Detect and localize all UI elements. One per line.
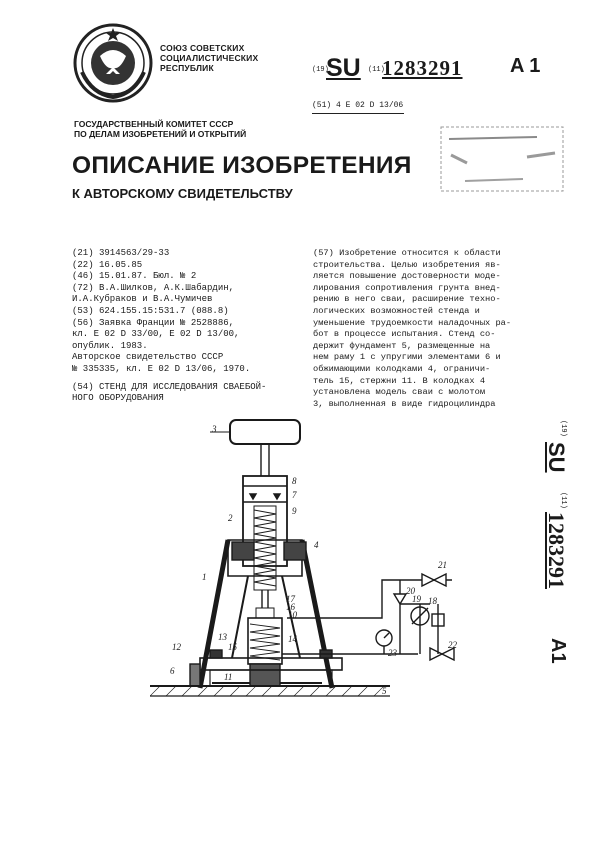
bibliographic-data (72, 248, 297, 405)
library-stamp (437, 123, 567, 195)
label-23: 23 (388, 648, 397, 658)
label-6: 6 (170, 666, 175, 676)
side-patent-number: 1283291 (544, 512, 569, 589)
label-2: 2 (228, 513, 233, 523)
divider (312, 113, 404, 114)
biblio-line: (72) В.А.Шилков, А.К.Шабардин, (72, 282, 235, 293)
issuing-country (160, 43, 258, 73)
biblio-line: Авторское свидетельство СССР (72, 352, 224, 363)
abstract-line: ляется повышение достоверности моде- (313, 271, 501, 282)
abstract-line: установлена модель сваи с молотом (313, 387, 486, 398)
side-country-code: SU (544, 442, 569, 473)
abstract-line: держит фундамент 5, размещенные на (313, 340, 491, 351)
label-12: 12 (172, 642, 181, 652)
committee-line: ПО ДЕЛАМ ИЗОБРЕТЕНИЙ И ОТКРЫТИЙ (74, 129, 247, 139)
label-17: 17 (286, 594, 295, 604)
abstract-line: логических возможностей стенда и (313, 305, 480, 316)
abstract-line: 3, выполненная в виде гидроцилиндра (313, 398, 496, 409)
label-14: 14 (288, 634, 297, 644)
label-4: 4 (314, 540, 319, 550)
abstract-line: нем раму 1 с упругими элементами 6 и (313, 352, 501, 363)
abstract-line: строительства. Целью изобретения яв- (313, 259, 501, 270)
invention-title-line: НОГО ОБОРУДОВАНИЯ (72, 393, 164, 404)
label-22: 22 (448, 640, 457, 650)
inid-code-19: (19) (312, 66, 329, 74)
ipc-classification: (51) 4 E 02 D 13/06 (312, 101, 404, 110)
side-inid-11: (11) (559, 492, 567, 509)
abstract (313, 248, 535, 410)
org-line: СОЦИАЛИСТИЧЕСКИХ (160, 53, 259, 63)
invention-title-line: (54) СТЕНД ДЛЯ ИССЛЕДОВАНИЯ СВАЕБОЙ- (72, 381, 267, 392)
label-5: 5 (382, 686, 387, 696)
label-16: 16 (286, 602, 295, 612)
abstract-line: тель 15, стержни 11. В колодках 4 (313, 375, 486, 386)
abstract-line: бот в процессе испытания. Стенд со- (313, 329, 496, 340)
label-21: 21 (438, 560, 447, 570)
document-title: ОПИСАНИЕ ИЗОБРЕТЕНИЯ (72, 152, 412, 179)
abstract-line: (57) Изобретение относится к области (313, 248, 501, 258)
side-inid-19: (19) (559, 420, 567, 437)
label-7: 7 (292, 490, 297, 500)
inid-code-11: (11) (368, 66, 385, 74)
org-line: РЕСПУБЛИК (160, 63, 214, 73)
biblio-line: И.А.Кубраков и В.А.Чумичев (72, 294, 213, 305)
abstract-line: обжимающими колодками 4, ограничи- (313, 363, 491, 374)
document-subtitle: К АВТОРСКОМУ СВИДЕТЕЛЬСТВУ (72, 186, 293, 201)
biblio-line: (56) Заявка Франции № 2528886, (72, 317, 235, 328)
side-patent-label (533, 420, 569, 680)
committee (74, 119, 246, 139)
label-15: 15 (228, 642, 237, 652)
biblio-line: (53) 624.155.15:531.7 (088.8) (72, 305, 229, 316)
biblio-line: опублик. 1983. (72, 340, 148, 351)
abstract-line: рению в него сваи, расширение техно- (313, 294, 501, 305)
label-18: 18 (428, 596, 437, 606)
side-kind-code: A1 (547, 638, 569, 664)
biblio-line: (22) 16.05.85 (72, 259, 143, 270)
patent-number: 1283291 (382, 56, 463, 80)
label-8: 8 (292, 476, 297, 486)
label-10: 10 (288, 610, 297, 620)
label-3: 3 (212, 424, 217, 434)
state-emblem-icon (72, 22, 154, 104)
label-13: 13 (218, 632, 227, 642)
biblio-line: кл. E 02 D 33/00, E 02 D 13/00, (72, 329, 240, 340)
technical-drawing (150, 418, 520, 713)
committee-line: ГОСУДАРСТВЕННЫЙ КОМИТЕТ СССР (74, 119, 234, 129)
abstract-line: лирования сопротивления грунта внед- (313, 282, 501, 293)
biblio-line: № 335335, кл. E 02 D 13/06, 1970. (72, 363, 251, 374)
country-code: SU (326, 54, 361, 82)
biblio-line: (21) 3914563/29-33 (72, 248, 170, 258)
patent-header (312, 56, 562, 80)
label-19: 19 (412, 594, 421, 604)
label-11: 11 (224, 672, 233, 682)
kind-code: A 1 (510, 55, 541, 77)
label-9: 9 (292, 506, 297, 516)
biblio-line: (46) 15.01.87. Бюл. № 2 (72, 271, 197, 282)
abstract-line: уменьшение трудоемкости наладочных ра- (313, 317, 512, 328)
label-1: 1 (202, 572, 207, 582)
org-line: СОЮЗ СОВЕТСКИХ (160, 43, 245, 53)
label-20: 20 (406, 586, 415, 596)
